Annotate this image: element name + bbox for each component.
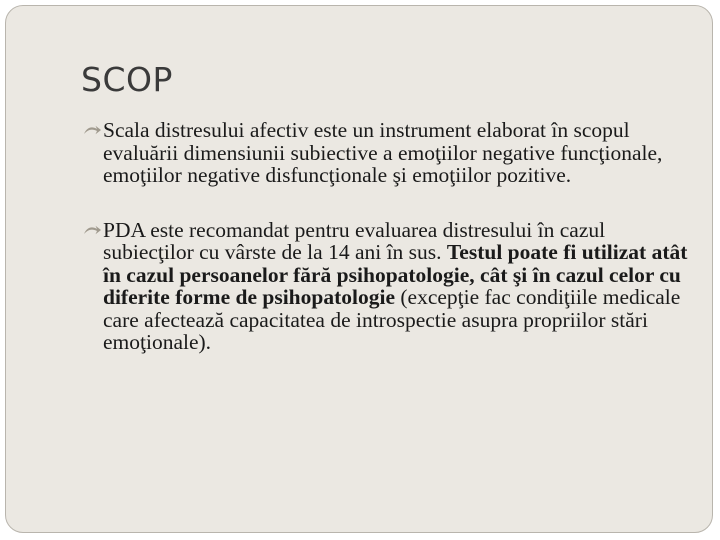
curved-arrow-bullet-icon	[83, 125, 102, 135]
bullet-item-2	[83, 219, 689, 354]
bullet-text: Scala distresului afectiv este un instrument elaborat în scopul evaluării dimensiunii subiective a emoţiilor negative funcţionale, emoţiilor negative disfuncţionale şi emoţiilor pozitive.	[103, 118, 663, 187]
bullet-text-bold: Testul poate fi utilizat atât în cazul persoanelor fără psihopatologie, cât şi în cazul celor cu diferite forme de psihopatologie	[103, 240, 688, 309]
curved-arrow-bullet-icon	[83, 225, 102, 235]
bullet-text-plain: PDA este recomandat pentru evaluarea distresului în cazul subiecţilor cu vârste de la 14 ani în sus.	[103, 217, 606, 264]
slide	[5, 5, 713, 533]
bullet-list	[83, 119, 689, 354]
bullet-text-tail: (excepţie fac condiţiile medicale care afectează capacitatea de introspectie asupra propriilor stări emoţionale).	[103, 285, 681, 354]
bullet-item-1	[83, 119, 689, 187]
slide-title: SCOP	[81, 60, 173, 99]
